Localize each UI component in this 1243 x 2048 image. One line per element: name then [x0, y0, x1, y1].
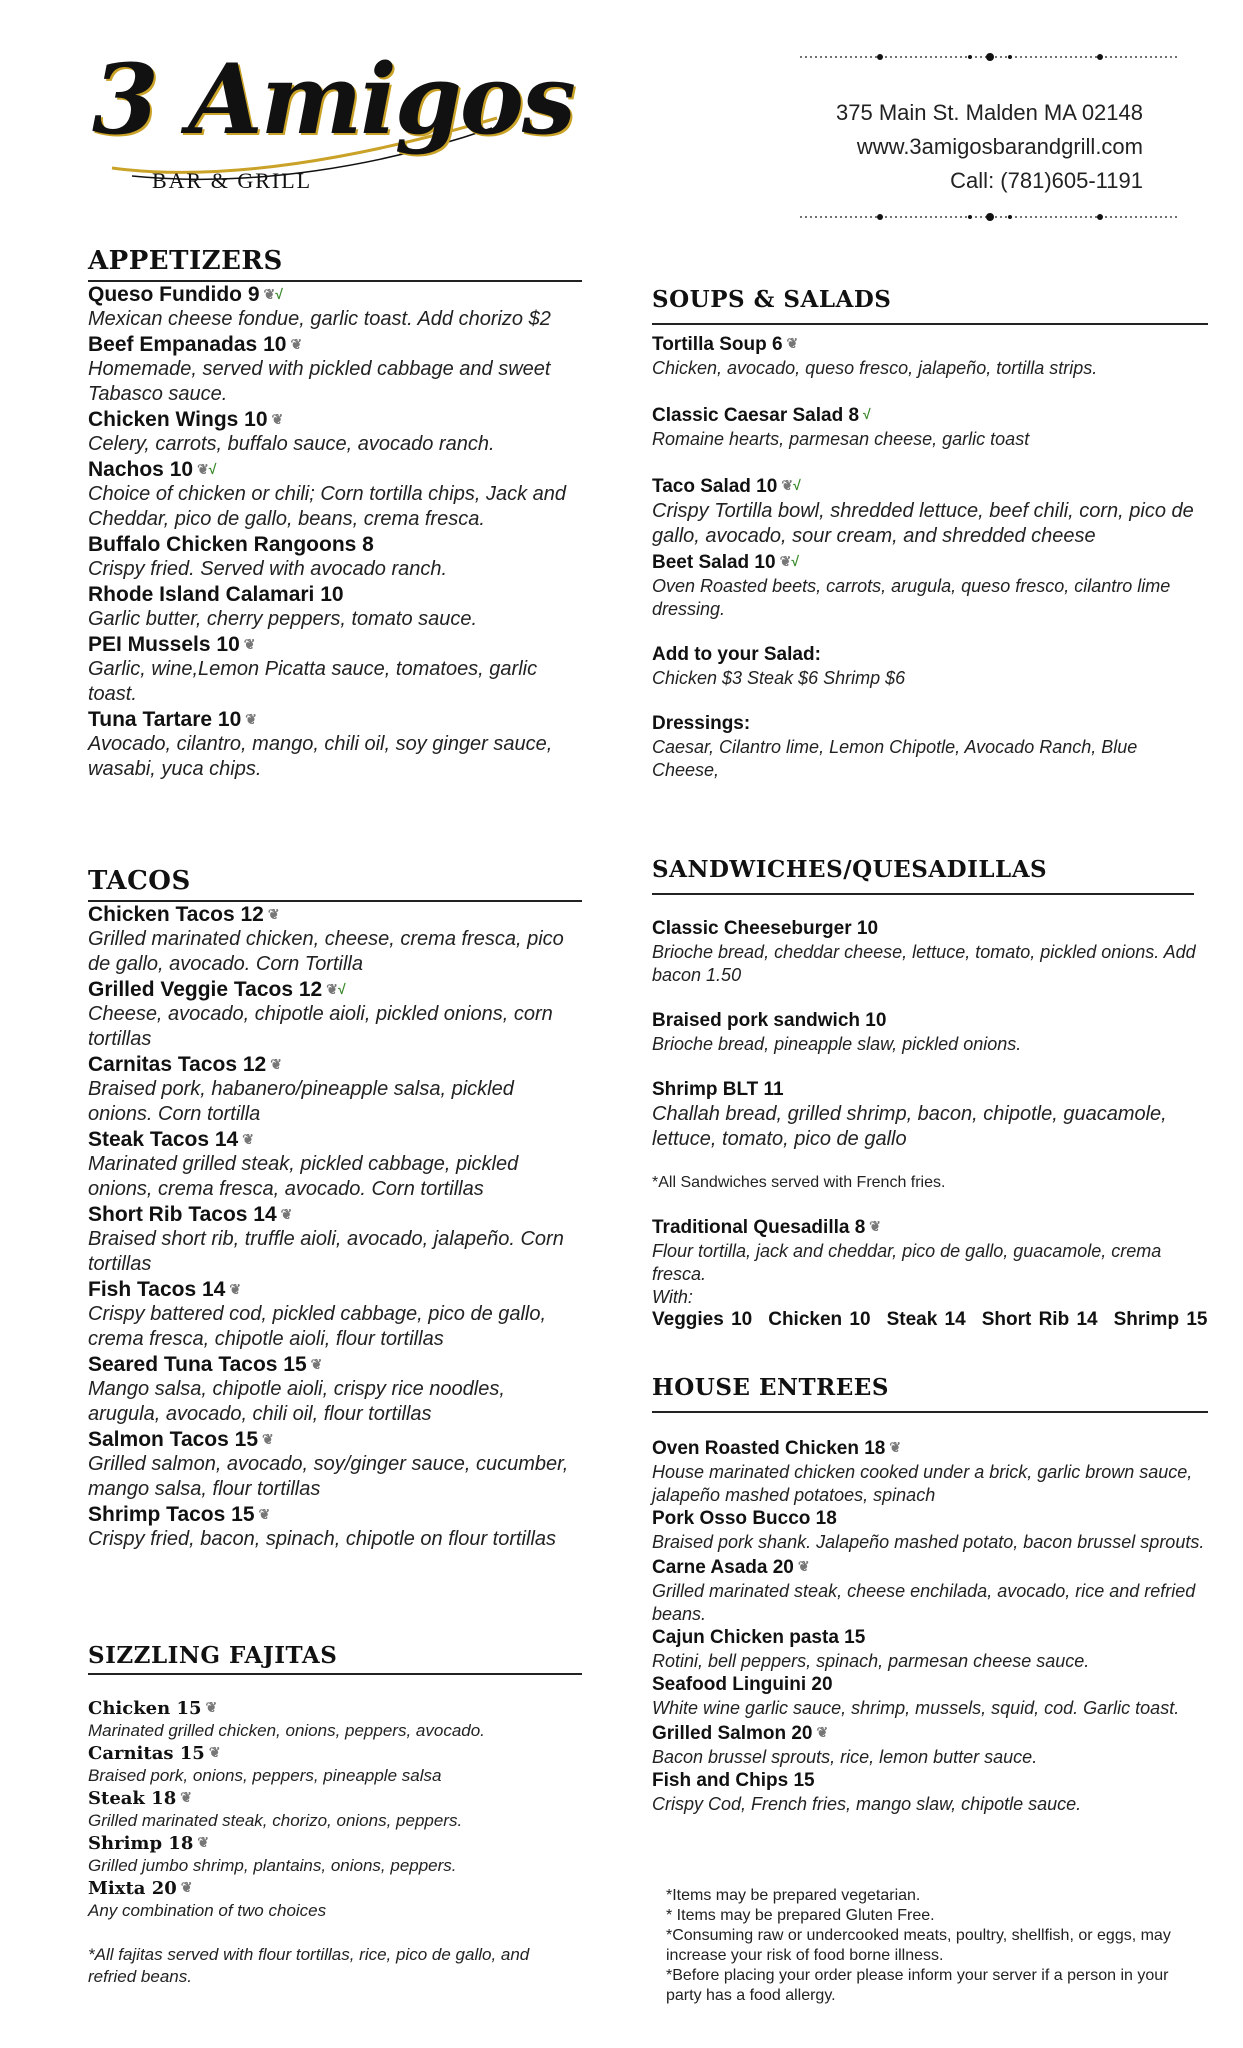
- item-description: Mexican cheese fondue, garlic toast. Add chorizo $2: [88, 308, 551, 330]
- item-description: Rotini, bell peppers, spinach, parmesan cheese sauce.: [652, 1651, 1090, 1671]
- leaf-icon: ❦: [205, 1700, 218, 1716]
- item-name: Rhode Island Calamari 10: [88, 583, 344, 606]
- item-description: Braised pork, onions, peppers, pineapple salsa: [88, 1766, 442, 1785]
- dressings-list: Caesar, Cilantro lime, Lemon Chipotle, Avocado Ranch, Blue Cheese,: [652, 737, 1138, 780]
- leaf-icon: ❦: [779, 553, 792, 569]
- item-name: Carne Asada 20: [652, 1557, 794, 1578]
- item-description: Braised pork shank. Jalapeño mashed potato, bacon brussel sprouts.: [652, 1532, 1205, 1552]
- check-v-icon: √: [337, 981, 346, 997]
- item-name: Salmon Tacos 15: [88, 1428, 259, 1451]
- salad-dressings: [652, 712, 1208, 782]
- item-name: Shrimp BLT 11: [652, 1079, 784, 1100]
- item-name: Braised pork sandwich 10: [652, 1010, 887, 1031]
- menu-item: [88, 707, 582, 782]
- item-name: Beet Salad 10: [652, 552, 776, 573]
- item-description: Crispy Tortilla bowl, shredded lettuce, beef chili, corn, pico de gallo, avocado, sour cream, and shredded cheese: [652, 500, 1194, 547]
- item-description: Chicken, avocado, queso fresco, jalapeño, tortilla strips.: [652, 358, 1098, 378]
- soups-salads-section: [652, 286, 1208, 782]
- item-description: Crispy battered cod, pickled cabbage, pico de gallo, crema fresca, chipotle aioli, flour tortillas: [88, 1303, 547, 1350]
- leaf-icon: ❦: [270, 1056, 282, 1072]
- leaf-icon: ❦: [797, 1558, 810, 1574]
- item-name: Traditional Quesadilla 8: [652, 1217, 866, 1238]
- item-description: Marinated grilled chicken, onions, peppers, avocado.: [88, 1721, 485, 1740]
- sandwiches-note: *All Sandwiches served with French fries.: [652, 1174, 946, 1191]
- leaf-icon: ❦: [263, 286, 276, 302]
- check-v-icon: √: [793, 477, 801, 493]
- item-description: Challah bread, grilled shrimp, bacon, chipotle, guacamole, lettuce, tomato, pico de gallo: [652, 1103, 1167, 1150]
- leaf-icon: ❦: [290, 336, 303, 352]
- item-name: Pork Osso Bucco 18: [652, 1508, 837, 1529]
- item-description: Bacon brussel sprouts, rice, lemon butter sauce.: [652, 1747, 1038, 1767]
- menu-item: [652, 331, 1208, 380]
- option-short-rib: Short Rib 14: [981, 1309, 1098, 1330]
- item-description: Garlic, wine,Lemon Picatta sauce, tomatoes, garlic toast.: [88, 658, 538, 705]
- item-description: Grilled salmon, avocado, soy/ginger sauce, cucumber, mango salsa, flour tortillas: [88, 1453, 569, 1500]
- item-name: Carnitas 15: [88, 1743, 205, 1764]
- leaf-icon: ❦: [180, 1880, 193, 1896]
- addons-list: Chicken $3 Steak $6 Shrimp $6: [652, 668, 906, 688]
- menu-item: [652, 549, 1208, 621]
- item-name: Fish Tacos 14: [88, 1278, 226, 1301]
- item-name: Classic Cheeseburger 10: [652, 918, 879, 939]
- item-name: Grilled Salmon 20: [652, 1723, 813, 1744]
- menu-item: [652, 1720, 1208, 1769]
- menu-item: [88, 1352, 582, 1427]
- menu-item: [652, 1214, 1208, 1331]
- item-description: Crispy Cod, French fries, mango slaw, chipotle sauce.: [652, 1794, 1082, 1814]
- item-description: Oven Roasted beets, carrots, arugula, queso fresco, cilantro lime dressing.: [652, 576, 1171, 619]
- ornament-divider-top: [800, 50, 1180, 64]
- menu-item: [88, 632, 582, 707]
- item-name: Short Rib Tacos 14: [88, 1203, 277, 1226]
- check-v-icon: √: [275, 286, 283, 302]
- leaf-icon: ❦: [243, 636, 256, 652]
- appetizers-heading: APPETIZERS: [88, 246, 283, 276]
- item-name: PEI Mussels 10: [88, 633, 240, 656]
- item-description: Brioche bread, pineapple slaw, pickled onions.: [652, 1034, 1022, 1054]
- item-name: Carnitas Tacos 12: [88, 1053, 267, 1076]
- menu-item: [88, 1427, 582, 1502]
- entrees-heading: HOUSE ENTREES: [652, 1374, 889, 1401]
- leaf-icon: ❦: [869, 1218, 882, 1234]
- phone-text: Call: (781)605-1191: [950, 168, 1143, 193]
- item-description: Garlic butter, cherry peppers, tomato sauce.: [88, 608, 478, 630]
- check-v-icon: √: [863, 406, 871, 422]
- footnote-raw-warning: *Consuming raw or undercooked meats, poultry, shellfish, or eggs, may increase your risk of food borne illness.: [666, 1927, 1171, 1964]
- item-description: Braised short rib, truffle aioli, avocado, jalapeño. Corn tortillas: [88, 1228, 564, 1275]
- leaf-icon: ❦: [781, 477, 794, 493]
- menu-item: [652, 1769, 1208, 1816]
- leaf-icon: ❦: [262, 1431, 274, 1447]
- item-name: Seared Tuna Tacos 15: [88, 1353, 307, 1376]
- item-description: Grilled marinated steak, chorizo, onions, peppers.: [88, 1811, 463, 1830]
- item-name: Cajun Chicken pasta 15: [652, 1627, 866, 1648]
- footnote-allergy: *Before placing your order please inform your server if a person in your party has a food allergy.: [666, 1967, 1169, 2004]
- item-description: Romaine hearts, parmesan cheese, garlic toast: [652, 429, 1030, 449]
- leaf-icon: ❦: [258, 1506, 271, 1522]
- item-name: Oven Roasted Chicken 18: [652, 1438, 886, 1459]
- item-description: House marinated chicken cooked under a brick, garlic brown sauce, jalapeño mashed potatoes, spinach: [652, 1462, 1193, 1505]
- dressings-title: Dressings:: [652, 713, 751, 734]
- menu-item: [88, 532, 582, 582]
- menu-item: [88, 1502, 582, 1552]
- leaf-icon: ❦: [310, 1356, 323, 1372]
- item-description: Homemade, served with pickled cabbage and sweet Tabasco sauce.: [88, 358, 551, 405]
- leaf-icon: ❦: [180, 1790, 192, 1806]
- item-name: Buffalo Chicken Rangoons 8: [88, 533, 374, 556]
- tacos-section: [88, 866, 582, 1552]
- menu-item: [652, 1078, 1208, 1152]
- fajitas-section: [88, 1642, 582, 1988]
- leaf-icon: ❦: [197, 1835, 210, 1851]
- menu-item: [88, 1127, 582, 1202]
- leaf-icon: ❦: [197, 461, 209, 477]
- leaf-icon: ❦: [786, 335, 799, 351]
- option-chicken: Chicken 10: [768, 1309, 871, 1330]
- item-description: Any combination of two choices: [88, 1901, 327, 1920]
- menu-item: [88, 1202, 582, 1277]
- soups-salads-heading: SOUPS & SALADS: [652, 286, 892, 313]
- menu-item: [652, 1507, 1208, 1554]
- menu-item: [88, 282, 582, 332]
- item-name: Tortilla Soup 6: [652, 334, 783, 355]
- item-name: Chicken 15: [88, 1698, 202, 1719]
- item-name: Grilled Veggie Tacos 12: [88, 978, 323, 1001]
- with-label: With:: [652, 1287, 693, 1307]
- leaf-icon: ❦: [208, 1745, 221, 1761]
- footnote-vegetarian: *Items may be prepared vegetarian.: [666, 1887, 921, 1904]
- menu-item: [88, 582, 582, 632]
- leaf-icon: ❦: [267, 906, 280, 922]
- contact-block: [836, 96, 1143, 198]
- item-name: Steak Tacos 14: [88, 1128, 239, 1151]
- check-v-icon: √: [791, 553, 799, 569]
- item-description: Crispy fried. Served with avocado ranch.: [88, 558, 448, 580]
- leaf-icon: ❦: [271, 411, 284, 427]
- item-name: Shrimp Tacos 15: [88, 1503, 255, 1526]
- leaf-icon: ❦: [280, 1206, 293, 1222]
- item-name: Seafood Linguini 20: [652, 1674, 833, 1695]
- fajitas-note: *All fajitas served with flour tortillas, rice, pico de gallo, and refried beans.: [88, 1945, 530, 1986]
- footnote-gluten-free: * Items may be prepared Gluten Free.: [666, 1907, 935, 1924]
- leaf-icon: ❦: [889, 1439, 902, 1455]
- item-description: White wine garlic sauce, shrimp, mussels, squid, cod. Garlic toast.: [652, 1698, 1180, 1718]
- menu-footnotes: [666, 1886, 1186, 2006]
- website-text: www.3amigosbarandgrill.com: [856, 134, 1143, 159]
- item-description: Grilled marinated steak, cheese enchilada, avocado, rice and refried beans.: [652, 1581, 1196, 1624]
- menu-item: [88, 1832, 582, 1877]
- menu-item: [88, 1052, 582, 1127]
- leaf-icon: ❦: [326, 981, 338, 997]
- option-steak: Steak 14: [886, 1309, 966, 1330]
- restaurant-logo: [92, 43, 574, 200]
- sandwiches-section: [652, 856, 1208, 1331]
- menu-item: [88, 1277, 582, 1352]
- menu-item: [652, 1009, 1208, 1056]
- option-veggies: Veggies 10: [652, 1309, 753, 1330]
- item-name: Steak 18: [88, 1788, 177, 1809]
- item-description: Grilled jumbo shrimp, plantains, onions, peppers.: [88, 1856, 457, 1875]
- item-description: Choice of chicken or chili; Corn tortilla chips, Jack and Cheddar, pico de gallo, beans, crema fresca.: [88, 483, 566, 530]
- item-name: Nachos 10: [88, 458, 194, 481]
- quesadilla-options: [652, 1309, 1208, 1331]
- logo-wordmark: 3 Amigos: [92, 43, 574, 156]
- item-name: Queso Fundido 9: [88, 283, 260, 306]
- menu-item: [652, 1554, 1208, 1626]
- salad-addons: [652, 643, 1208, 690]
- item-description: Avocado, cilantro, mango, chili oil, soy ginger sauce, wasabi, yuca chips.: [88, 733, 553, 780]
- addons-title: Add to your Salad:: [652, 644, 821, 665]
- logo-tagline: BAR & GRILL: [152, 168, 313, 193]
- menu-item: [88, 1787, 582, 1832]
- leaf-icon: ❦: [816, 1724, 829, 1740]
- item-name: Chicken Tacos 12: [88, 903, 264, 926]
- menu-item: [652, 1673, 1208, 1720]
- item-description: Brioche bread, cheddar cheese, lettuce, tomato, pickled onions. Add bacon 1.50: [652, 942, 1196, 985]
- item-name: Chicken Wings 10: [88, 408, 268, 431]
- menu-item: [88, 1742, 582, 1787]
- item-description: Flour tortilla, jack and cheddar, pico de gallo, guacamole, crema fresca.: [652, 1241, 1162, 1284]
- item-name: Fish and Chips 15: [652, 1770, 815, 1791]
- item-description: Crispy fried, bacon, spinach, chipotle on flour tortillas: [88, 1528, 557, 1550]
- check-v-icon: √: [208, 461, 217, 477]
- menu-item: [652, 1435, 1208, 1507]
- entrees-section: [652, 1374, 1208, 1816]
- appetizers-section: [88, 246, 582, 782]
- item-description: Mango salsa, chipotle aioli, crispy rice noodles, arugula, avocado, chili oil, flour tortillas: [88, 1378, 505, 1425]
- item-name: Taco Salad 10: [652, 476, 778, 497]
- menu-item: [88, 407, 582, 457]
- fajitas-heading: SIZZLING FAJITAS: [88, 1642, 338, 1669]
- item-name: Tuna Tartare 10: [88, 708, 242, 731]
- item-description: Braised pork, habanero/pineapple salsa, pickled onions. Corn tortilla: [88, 1078, 514, 1125]
- menu-item: [88, 902, 582, 977]
- item-name: Classic Caesar Salad 8: [652, 405, 860, 426]
- menu-item: [652, 917, 1208, 987]
- ornament-divider-bottom: [800, 210, 1180, 224]
- menu-item: [88, 332, 582, 407]
- menu-item: [88, 977, 582, 1052]
- menu-item: [88, 457, 582, 532]
- leaf-icon: ❦: [229, 1281, 242, 1297]
- menu-item: [652, 473, 1208, 549]
- address-text: 375 Main St. Malden MA 02148: [836, 100, 1143, 125]
- item-description: Celery, carrots, buffalo sauce, avocado ranch.: [88, 433, 495, 455]
- item-description: Marinated grilled steak, pickled cabbage, pickled onions, crema fresca, avocado. Corn tortillas: [88, 1153, 519, 1200]
- leaf-icon: ❦: [242, 1131, 254, 1147]
- item-name: Mixta 20: [88, 1878, 177, 1899]
- menu-item: [88, 1697, 582, 1742]
- leaf-icon: ❦: [245, 711, 258, 727]
- item-name: Shrimp 18: [88, 1833, 194, 1854]
- item-name: Beef Empanadas 10: [88, 333, 287, 356]
- menu-item: [88, 1877, 582, 1922]
- tacos-heading: TACOS: [88, 866, 191, 896]
- sandwiches-heading: SANDWICHES/QUESADILLAS: [652, 856, 1048, 883]
- item-description: Cheese, avocado, chipotle aioli, pickled onions, corn tortillas: [88, 1003, 553, 1050]
- menu-item: [652, 1626, 1208, 1673]
- option-shrimp: Shrimp 15: [1113, 1309, 1208, 1330]
- item-description: Grilled marinated chicken, cheese, crema fresca, pico de gallo, avocado. Corn Tortilla: [88, 928, 564, 975]
- menu-item: [652, 402, 1208, 451]
